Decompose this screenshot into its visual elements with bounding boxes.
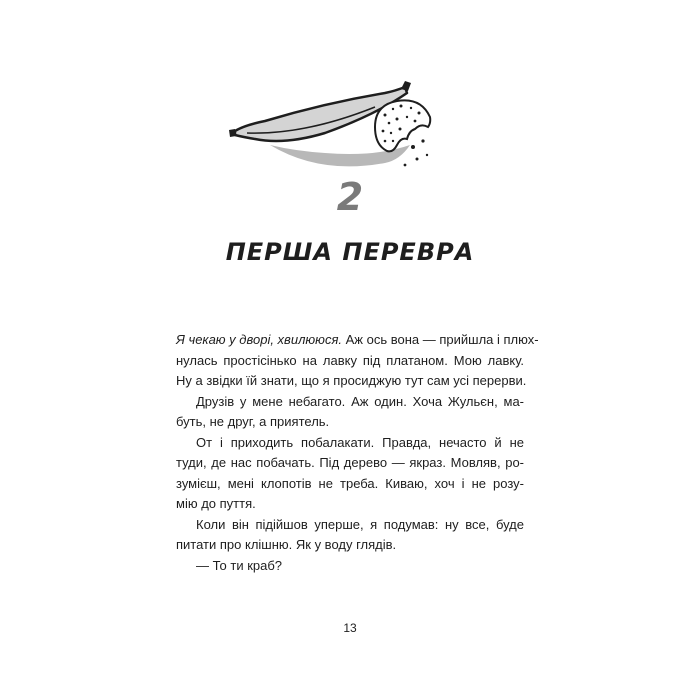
chapter-body-text <box>176 330 539 576</box>
text-line: Друзів у мене небагато. Аж один. Хоча Жульєн, ма- <box>196 393 524 409</box>
italic-opening: Я чекаю у дворі, хвилююся. <box>176 332 343 347</box>
text-line: От і приходить побалакати. Правда, нечасто й не <box>196 434 524 450</box>
text-line: — То ти краб? <box>196 557 283 573</box>
text-line: зумієш, мені клопотів не треба. Киваю, хоч і не розу- <box>176 475 524 491</box>
page-number: 13 <box>343 621 357 635</box>
text-segment: Аж ось вона — прийшла і плюх- <box>342 332 539 347</box>
chapter-title: ПЕРША ПЕРЕВРА <box>225 238 475 266</box>
text-line: питати про клішню. Як у воду глядів. <box>176 537 397 552</box>
text-line: туди, де нас побачать. Під дерево — якраз. Мовляв, ро- <box>176 455 524 470</box>
text-line: Коли він підійшов уперше, я подумав: ну все, буде <box>196 516 524 532</box>
text-line: нулась простісінько на лавку під платаном. Мою лавку. <box>176 352 524 368</box>
text-line: буть, не друг, а приятель. <box>176 414 330 429</box>
text-line: Ну а звідки їй знати, що я просиджую тут сам усі перерви. <box>176 373 527 388</box>
text-line <box>176 330 539 351</box>
text-line: мію до пуття. <box>176 496 256 511</box>
chapter-number: 2 <box>336 175 364 219</box>
